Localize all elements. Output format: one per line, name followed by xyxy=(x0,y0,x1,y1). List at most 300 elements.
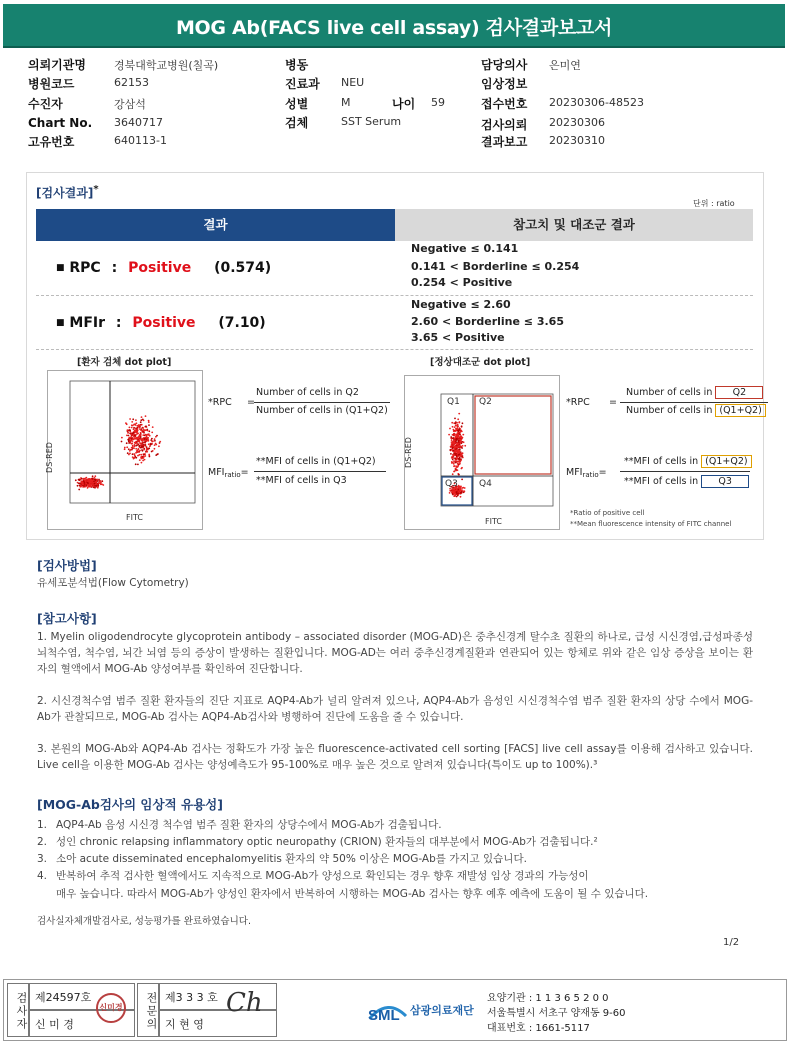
dot xyxy=(456,438,458,440)
dot xyxy=(452,462,454,464)
dot xyxy=(457,426,459,428)
dot xyxy=(460,442,462,444)
dot xyxy=(455,468,457,470)
dot xyxy=(128,448,130,450)
dot xyxy=(136,450,138,452)
dot xyxy=(449,449,451,451)
dot xyxy=(91,480,93,482)
reference-line: Negative ≤ 0.141 xyxy=(411,242,519,255)
rpc-label: *RPC xyxy=(208,397,232,408)
item-text: 반복하여 추적 검사한 혈액에서도 지속적으로 MOG-Ab가 양성으로 확인되는 경우 향후 재발성 임상 경과의 가능성이 xyxy=(56,870,589,882)
dot xyxy=(148,424,150,426)
dot xyxy=(461,425,463,427)
quadrant-q1: Q1 xyxy=(447,397,460,407)
dot xyxy=(452,459,454,461)
results-title-text: [검사결과] xyxy=(36,186,94,200)
dot xyxy=(148,433,150,435)
pi-value: 59 xyxy=(431,96,445,109)
patient-dot-plot xyxy=(44,370,203,530)
mfi-denominator xyxy=(624,475,749,488)
item-number: 4. xyxy=(37,870,48,882)
dot xyxy=(459,436,461,438)
dot xyxy=(135,463,137,465)
fraction-line xyxy=(620,402,768,403)
column-header-result: 결과 xyxy=(36,209,395,241)
dot xyxy=(158,445,160,447)
rpc-numerator-text: Number of cells in xyxy=(626,387,713,398)
dot xyxy=(131,443,133,445)
dot xyxy=(456,491,458,493)
dot xyxy=(461,479,463,481)
q1q2-box: (Q1+Q2) xyxy=(715,404,765,417)
org-address: 서울특별시 서초구 양재동 9-60 xyxy=(487,1008,626,1019)
organization-name: 삼광의료재단 xyxy=(410,1004,474,1017)
rpc-denominator xyxy=(626,405,766,416)
dot xyxy=(454,446,456,448)
pi-value: 경북대학교병원(칠곡) xyxy=(114,59,219,72)
pi-value: 640113-1 xyxy=(114,134,167,147)
patient-scatter xyxy=(48,371,204,531)
dot xyxy=(125,422,127,424)
dot xyxy=(454,434,456,436)
certification-note: 검사실자체개발검사로, 성능평가를 완료하였습니다. xyxy=(37,916,251,927)
dot xyxy=(154,448,156,450)
dot xyxy=(83,480,85,482)
dot xyxy=(458,486,460,488)
dot xyxy=(148,420,150,422)
pi-value: 20230306 xyxy=(549,116,605,129)
dot xyxy=(138,448,140,450)
mfi-label-text: MFI xyxy=(566,467,583,478)
mfi-denominator-text: **MFI of cells in xyxy=(624,476,699,487)
report-header xyxy=(3,4,785,48)
dot xyxy=(132,445,134,447)
pi-label: 임상정보 xyxy=(481,77,528,91)
dot xyxy=(131,433,133,435)
dot xyxy=(152,440,154,442)
dot xyxy=(455,430,457,432)
dot xyxy=(101,480,103,482)
dot xyxy=(459,455,461,457)
dot xyxy=(454,448,456,450)
dot xyxy=(458,474,460,476)
dot xyxy=(92,475,94,477)
dot xyxy=(127,452,129,454)
reference-line: 2.60 < Borderline ≤ 3.65 xyxy=(411,315,564,328)
sml-logo-icon xyxy=(366,988,410,1032)
dot xyxy=(450,436,452,438)
dot xyxy=(453,465,455,467)
dot xyxy=(147,437,149,439)
dot xyxy=(140,421,142,423)
y-axis-label: DS-RED xyxy=(403,437,413,468)
dot xyxy=(145,415,147,417)
mfi-label: $MFI_{ratio}=$ xyxy=(208,467,249,479)
examiner-name: 신 미 경 xyxy=(29,1010,135,1037)
dot xyxy=(154,438,156,440)
dot xyxy=(148,443,150,445)
rpc-numerator xyxy=(626,386,763,399)
dot xyxy=(149,456,151,458)
dot xyxy=(459,431,461,433)
fraction-line xyxy=(254,471,386,472)
dot xyxy=(127,432,129,434)
dot xyxy=(139,459,141,461)
dot xyxy=(129,418,131,420)
dot xyxy=(132,456,134,458)
dot xyxy=(143,449,145,451)
dot xyxy=(456,470,458,472)
pi-value: NEU xyxy=(341,76,365,89)
quadrant-q2: Q2 xyxy=(479,397,492,407)
dot xyxy=(135,448,137,450)
dot xyxy=(85,483,87,485)
dot xyxy=(148,448,150,450)
specialist-license: 제3 3 3 호 xyxy=(159,983,277,1010)
dot xyxy=(124,448,126,450)
dot xyxy=(140,454,142,456)
result-mfir xyxy=(56,315,266,331)
dot xyxy=(131,447,133,449)
note-paragraph-1: 1. Myelin oligodendrocyte glycoprotein antibody – associated disorder (MOG-AD)은 중추신경계 탈수초 질환의 하나로, 급성 시신경염,급성파종성 뇌척수염, 척수염, 뇌간 뇌염 등의 증상이 발생하는 질환입니다. MOG-AD는 여러 중추신경계질환과 연관되어 있는 항체로 위와 같은 임상 증상을 보이는 환자의 혈액에서 MOG-Ab 양성여부를 확인하여 진단합니다. xyxy=(37,631,753,675)
dot xyxy=(458,450,460,452)
dot xyxy=(121,441,123,443)
dot xyxy=(452,473,454,475)
dot xyxy=(142,427,144,429)
signature-icon: Ch xyxy=(226,988,263,1018)
dot xyxy=(150,443,152,445)
dot xyxy=(129,430,131,432)
rpc-denominator-text: Number of cells in xyxy=(626,405,713,416)
method-title: [검사방법] xyxy=(37,558,97,573)
dot xyxy=(460,446,462,448)
dot xyxy=(138,451,140,453)
column-header-reference: 참고치 및 대조군 결과 xyxy=(395,209,753,241)
results-section-title xyxy=(36,184,99,201)
dot xyxy=(454,426,456,428)
dot xyxy=(83,485,85,487)
org-code: 요양기관 : 1 1 3 6 5 2 0 0 xyxy=(487,993,609,1004)
org-phone: 대표번호 : 1661-5117 xyxy=(487,1023,590,1034)
dot xyxy=(458,490,460,492)
dot xyxy=(146,429,148,431)
dot xyxy=(454,458,456,460)
mfi-subscript: ratio xyxy=(224,471,241,479)
item-number: 2. xyxy=(37,836,48,848)
dot xyxy=(448,434,450,436)
dot xyxy=(129,450,131,452)
dot xyxy=(148,430,150,432)
pi-label: 검사의뢰 xyxy=(481,118,528,132)
dot xyxy=(464,445,466,447)
equals-sign: = xyxy=(609,397,617,408)
result-rpc xyxy=(56,260,271,276)
dot xyxy=(145,426,147,428)
dot xyxy=(453,471,455,473)
utility-item xyxy=(37,851,527,867)
dot xyxy=(94,477,96,479)
dot xyxy=(151,451,153,453)
examiner-license: 제24597호 xyxy=(29,983,135,1010)
mfi-subscript: ratio xyxy=(582,471,599,479)
dot xyxy=(453,495,455,497)
method-text: 유세포분석법(Flow Cytometry) xyxy=(37,577,189,589)
q2-box: Q2 xyxy=(715,386,763,399)
dot xyxy=(452,446,454,448)
dot xyxy=(460,492,462,494)
pi-label: 검체 xyxy=(285,116,309,130)
dot xyxy=(133,439,135,441)
examiner-label: 검사자 xyxy=(7,983,29,1037)
result-name: RPC xyxy=(69,260,101,276)
reference-line: 0.254 < Positive xyxy=(411,276,513,289)
dot xyxy=(155,444,157,446)
dot xyxy=(135,445,137,447)
pi-label: 성별 xyxy=(285,97,309,111)
mfi-label-text: MFI xyxy=(208,467,225,478)
dot xyxy=(453,440,455,442)
reference-line: 3.65 < Positive xyxy=(411,331,505,344)
dot xyxy=(461,468,463,470)
pi-label: Chart No. xyxy=(28,116,93,130)
dot xyxy=(463,490,465,492)
dot xyxy=(455,423,457,425)
patient-plot-caption: [환자 검체 dot plot] xyxy=(77,357,172,368)
row-divider xyxy=(36,295,753,296)
dot xyxy=(135,419,137,421)
dot xyxy=(462,434,464,436)
dot xyxy=(85,477,87,479)
footnote-mfi: **Mean fluorescence intensity of FITC channel xyxy=(570,520,732,528)
dot xyxy=(457,452,459,454)
dot xyxy=(77,485,79,487)
bullet: ■ xyxy=(56,318,65,328)
reference-line: Negative ≤ 2.60 xyxy=(411,298,511,311)
dot xyxy=(458,434,460,436)
fraction-line xyxy=(254,402,390,403)
dot xyxy=(462,422,464,424)
result-sep: : xyxy=(111,260,118,276)
dot xyxy=(98,482,100,484)
dot xyxy=(137,464,139,466)
pi-value: 강삼석 xyxy=(114,98,146,111)
dot xyxy=(87,485,89,487)
dot xyxy=(456,454,458,456)
dot xyxy=(134,423,136,425)
specialist-label: 전문의 xyxy=(137,983,159,1037)
dot xyxy=(155,454,157,456)
dot xyxy=(143,429,145,431)
dot xyxy=(87,478,89,480)
results-title-mark: * xyxy=(93,184,99,195)
dot xyxy=(143,454,145,456)
pi-value: 은미연 xyxy=(549,59,581,72)
dot xyxy=(454,418,456,420)
dot xyxy=(458,454,460,456)
pi-value: M xyxy=(341,96,351,109)
mfi-label: $MFI_{ratio}=$ xyxy=(566,467,607,479)
dot xyxy=(456,424,458,426)
dot xyxy=(140,443,142,445)
dot xyxy=(456,422,458,424)
dot xyxy=(455,428,457,430)
quadrant-q4: Q4 xyxy=(479,479,492,489)
dot xyxy=(127,429,129,431)
control-dot-plot xyxy=(404,375,560,530)
item-text: AQP4-Ab 음성 시신경 척수염 범주 질환 환자의 상당수에서 MOG-Ab가 검출됩니다. xyxy=(56,819,442,831)
dot xyxy=(450,446,452,448)
dot xyxy=(132,453,134,455)
pi-label: 수진자 xyxy=(28,97,63,111)
report-title: MOG Ab(FACS live cell assay) 검사결과보고서 xyxy=(175,17,613,39)
dot xyxy=(155,436,157,438)
pi-value: SST Serum xyxy=(341,115,402,128)
pi-value: 62153 xyxy=(114,76,149,89)
dot xyxy=(452,426,454,428)
dot xyxy=(146,451,148,453)
dot xyxy=(87,480,89,482)
pi-value: 20230310 xyxy=(549,134,605,147)
dot xyxy=(455,450,457,452)
y-axis-label: DS-RED xyxy=(44,442,54,473)
dot xyxy=(452,434,454,436)
item-number: 1. xyxy=(37,819,48,831)
dot xyxy=(458,413,460,415)
dot xyxy=(453,455,455,457)
dot xyxy=(141,462,143,464)
dot xyxy=(463,441,465,443)
bullet: ■ xyxy=(56,263,65,273)
dot xyxy=(93,485,95,487)
dot xyxy=(141,416,143,418)
dot xyxy=(126,435,128,437)
dot xyxy=(124,447,126,449)
dot xyxy=(159,441,161,443)
dot xyxy=(455,434,457,436)
dot xyxy=(459,463,461,465)
pi-value: 3640717 xyxy=(114,116,163,129)
dot xyxy=(132,425,134,427)
dot xyxy=(457,460,459,462)
dot xyxy=(458,439,460,441)
dot xyxy=(458,428,460,430)
signature-footer xyxy=(3,979,787,1041)
q3-box: Q3 xyxy=(701,475,749,488)
dot xyxy=(134,435,136,437)
dot xyxy=(78,489,80,491)
dot xyxy=(460,430,462,432)
dot xyxy=(134,442,136,444)
dot xyxy=(457,463,459,465)
dot xyxy=(454,462,456,464)
dot xyxy=(75,479,77,481)
utility-item xyxy=(37,868,589,884)
dot xyxy=(134,444,136,446)
dot xyxy=(86,484,88,486)
dot xyxy=(129,441,131,443)
equals-sign: = xyxy=(247,397,255,408)
dot xyxy=(126,446,128,448)
dot xyxy=(144,437,146,439)
result-status: Positive xyxy=(132,315,196,331)
note-paragraph-3: 3. 본원의 MOG-Ab와 AQP4-Ab 검사는 정확도가 가장 높은 fluorescence-activated cell sorting [FACS] live cell assay를 이용해 검사하고 있습니다. Live cell을 이용한 MOG-Ab 검사는 양성예측도가 95-100%로 매우 높은 것으로 알려져 있습니다(특이도 up to 100%).³ xyxy=(37,743,753,771)
unit-note: 단위 : ratio xyxy=(693,199,735,208)
quadrant-q3: Q3 xyxy=(445,479,458,489)
dot xyxy=(462,452,464,454)
dot xyxy=(121,437,123,439)
dot xyxy=(457,446,459,448)
dot xyxy=(82,484,84,486)
dot xyxy=(142,438,144,440)
dot xyxy=(142,434,144,436)
item-number: 3. xyxy=(37,853,48,865)
specialist-name: 지 현 영 xyxy=(159,1010,277,1037)
pi-label: 고유번호 xyxy=(28,135,75,149)
dot xyxy=(148,454,150,456)
utility-item xyxy=(37,817,442,833)
result-value: (0.574) xyxy=(214,260,272,276)
dot xyxy=(151,432,153,434)
dot xyxy=(135,432,137,434)
dot xyxy=(136,438,138,440)
pi-label: 결과보고 xyxy=(481,135,528,149)
dot xyxy=(457,495,459,497)
pi-label: 의뢰기관명 xyxy=(28,58,86,72)
dot xyxy=(141,449,143,451)
dot xyxy=(458,458,460,460)
dot xyxy=(449,490,451,492)
dot xyxy=(456,444,458,446)
dot xyxy=(459,488,461,490)
dot xyxy=(141,456,143,458)
dot xyxy=(152,426,154,428)
dot xyxy=(451,439,453,441)
dot xyxy=(154,440,156,442)
dot xyxy=(94,487,96,489)
fraction-line xyxy=(620,471,750,472)
logo-text: SML xyxy=(368,1007,400,1024)
note-paragraph-2: 2. 시신경척수염 범주 질환 환자들의 진단 지표로 AQP4-Ab가 널리 알려져 있으나, AQP4-Ab가 음성인 시신경척수염 범주 질환 환자의 상당 수에서 MOG-Ab가 관찰되므로, MOG-Ab 검사는 AQP4-Ab검사와 병행하여 진단에 도움을 줄 수 있습니다. xyxy=(37,695,753,723)
page-number: 1/2 xyxy=(723,937,740,948)
dot xyxy=(461,489,463,491)
mfi-numerator xyxy=(624,456,752,467)
dot xyxy=(453,460,455,462)
dot xyxy=(89,484,91,486)
pi-label: 담당의사 xyxy=(481,58,528,72)
dot xyxy=(140,429,142,431)
pi-label: 접수번호 xyxy=(481,97,528,111)
patient-dots xyxy=(75,415,161,490)
result-value: (7.10) xyxy=(218,315,266,331)
dot xyxy=(450,453,452,455)
dot xyxy=(94,475,96,477)
dot xyxy=(135,457,137,459)
dot xyxy=(144,441,146,443)
dot xyxy=(151,438,153,440)
dot xyxy=(143,456,145,458)
dot xyxy=(460,496,462,498)
dot xyxy=(136,430,138,432)
dot xyxy=(451,444,453,446)
dot xyxy=(95,479,97,481)
dot xyxy=(136,425,138,427)
utility-title: [MOG-Ab검사의 임상적 유용성] xyxy=(37,797,223,812)
dot xyxy=(137,440,139,442)
dot xyxy=(94,483,96,485)
utility-item xyxy=(37,834,598,850)
item-text: 성인 chronic relapsing inflammatory optic neuropathy (CRION) 환자들의 대부분에서 MOG-Ab가 검출됩니다.² xyxy=(56,836,598,848)
dot xyxy=(454,442,456,444)
